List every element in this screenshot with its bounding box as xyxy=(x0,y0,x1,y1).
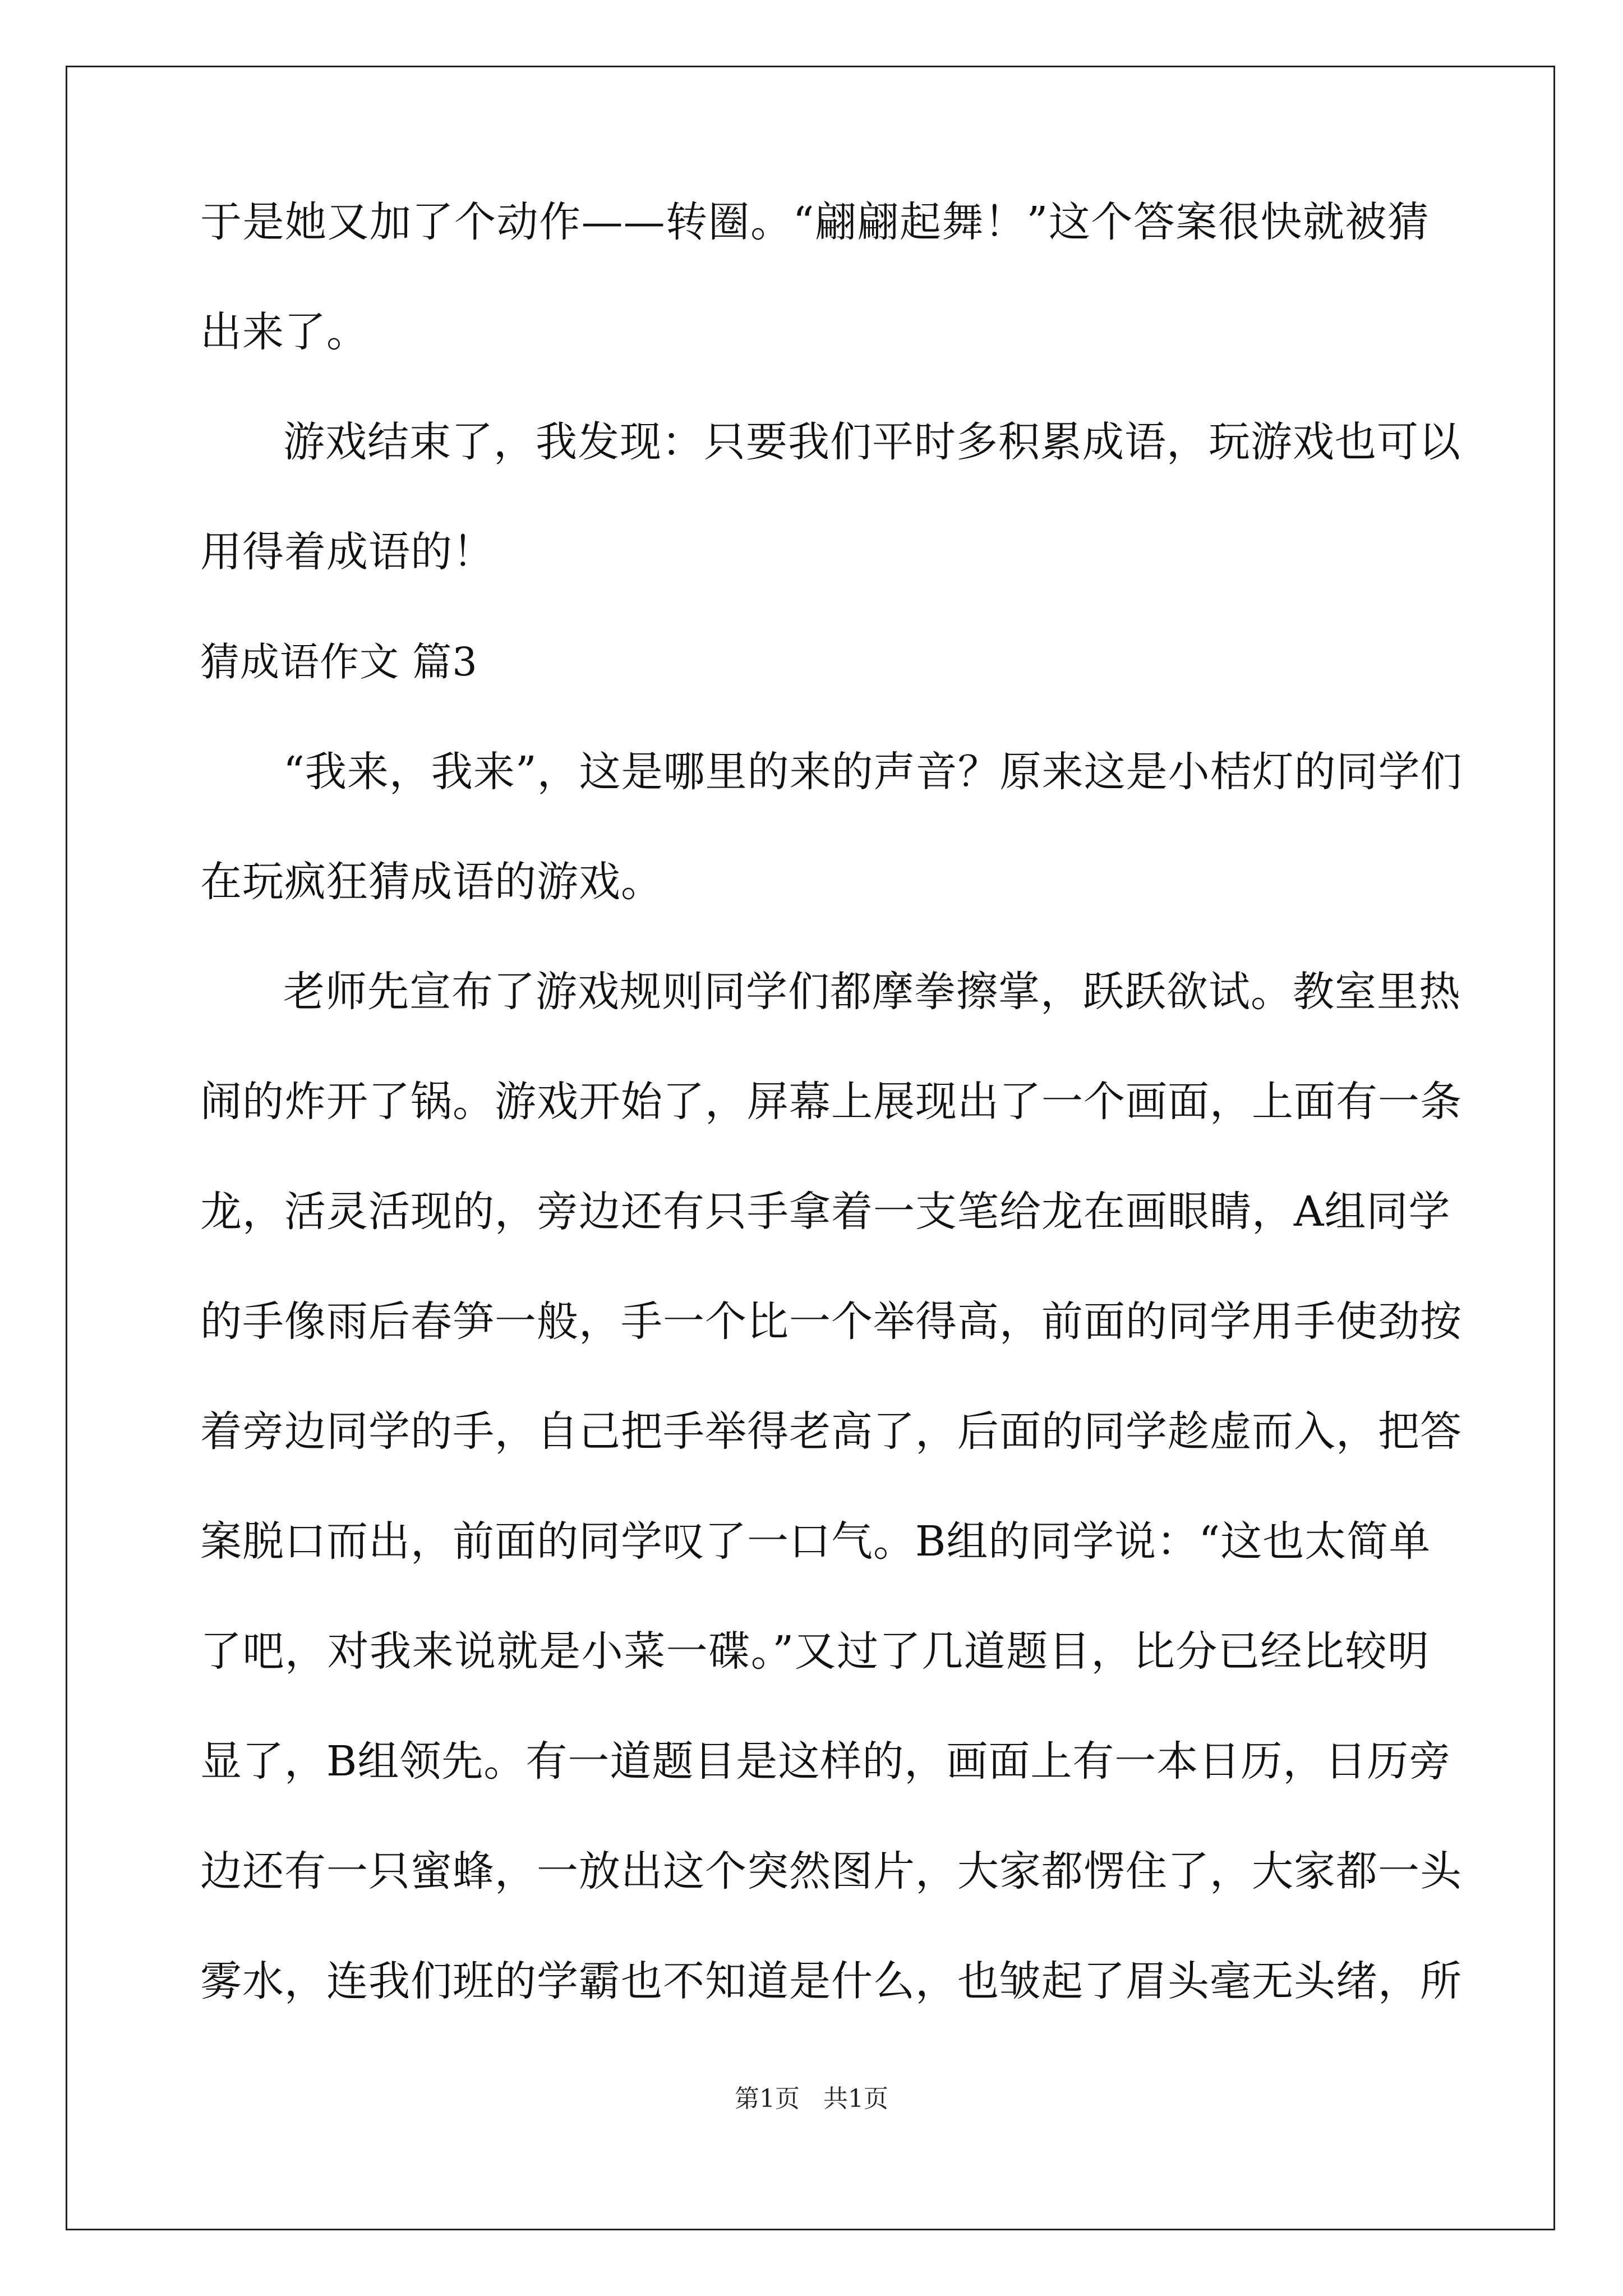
section-heading: 猜成语作文 篇3 xyxy=(200,639,478,685)
text-line: 用得着成语的！ xyxy=(200,528,495,576)
text-line: 雾水，连我们班的学霸也不知道是什么，也皱起了眉头毫无头绪，所 xyxy=(200,1957,1462,2005)
text-line: 在玩疯狂猜成语的游戏。 xyxy=(200,858,663,906)
text-line: 闹的炸开了锅。游戏开始了，屏幕上展现出了一个画面，上面有一条 xyxy=(200,1078,1462,1126)
page-number-current: 第1页 xyxy=(735,2085,800,2113)
page-number-total: 共1页 xyxy=(823,2085,888,2113)
text-line: 着旁边同学的手，自己把手举得老高了，后面的同学趁虚而入，把答 xyxy=(200,1407,1462,1456)
document-body xyxy=(200,188,1463,2058)
text-line: 老师先宣布了游戏规则同学们都摩拳擦掌，跃跃欲试。教室里热 xyxy=(283,968,1461,1016)
text-line: 边还有一只蜜蜂，一放出这个突然图片，大家都愣住了，大家都一头 xyxy=(200,1847,1462,1895)
text-line: 显了，B组领先。有一道题目是这样的，画面上有一本日历，日历旁 xyxy=(200,1737,1451,1786)
text-line: “我来，我来”，这是哪里的来的声音？原来这是小桔灯的同学们 xyxy=(283,748,1463,796)
text-line: 出来了。 xyxy=(200,308,368,356)
text-line: 游戏结束了，我发现：只要我们平时多积累成语，玩游戏也可以 xyxy=(283,418,1461,466)
text-line: 了吧，对我来说就是小菜一碟。”又过了几道题目，比分已经比较明 xyxy=(200,1627,1430,1676)
text-line: 的手像雨后春笋一般，手一个比一个举得高，前面的同学用手使劲按 xyxy=(200,1297,1462,1346)
text-line: 龙，活灵活现的，旁边还有只手拿着一支笔给龙在画眼睛，A组同学 xyxy=(200,1188,1451,1236)
text-line: 案脱口而出，前面的同学叹了一口气。B组的同学说：“这也太简单 xyxy=(200,1517,1431,1566)
page-footer xyxy=(0,2082,1623,2116)
text-line: 于是她又加了个动作——转圈。“翩翩起舞！”这个答案很快就被猜 xyxy=(200,198,1430,246)
